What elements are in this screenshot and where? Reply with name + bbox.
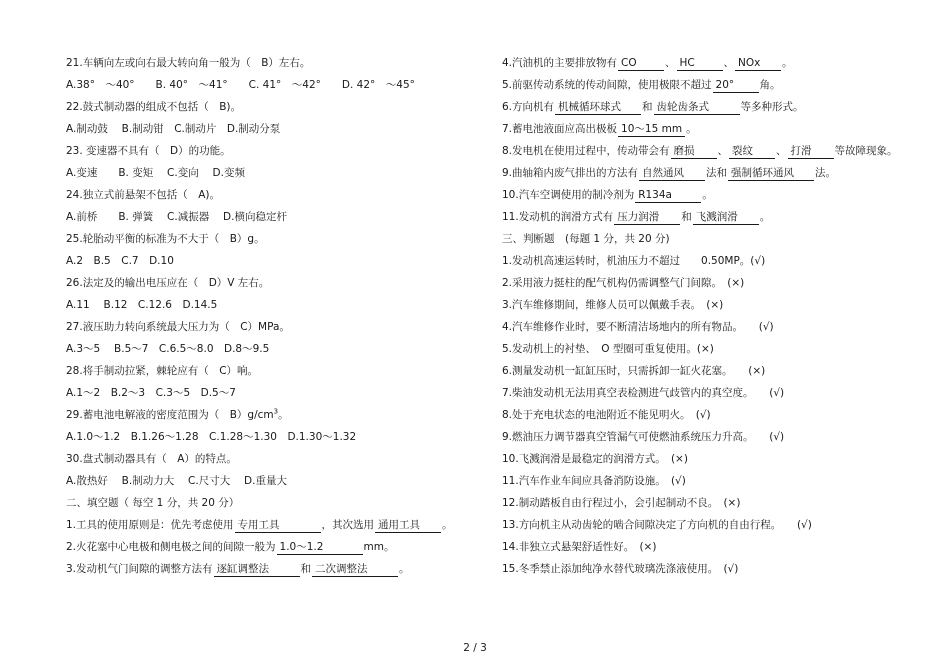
fill-8-answer-3: 打滑: [788, 144, 834, 159]
fill-1-mid: ，其次选用: [321, 519, 375, 531]
fill-2-end: mm。: [363, 541, 395, 553]
fill-question-8: [502, 140, 922, 162]
fill-4-answer-3: NOx: [735, 56, 781, 71]
question-22-options: A.制动鼓 B.制动钳 C.制动片 D.制动分泵: [66, 123, 281, 135]
fill-3-mid: 和: [300, 563, 312, 575]
judgment-10: 10.飞溅润滑是最稳定的润滑方式。 (×): [502, 453, 688, 465]
question-29-unit-exponent: 3: [273, 407, 279, 416]
question-29-options: A.1.0～1.2 B.1.26～1.28 C.1.28～1.30 D.1.30～1.32: [66, 431, 357, 443]
judgment-14: 14.非独立式悬架舒适性好。 (×): [502, 541, 657, 553]
judgment-7: 7.柴油发动机无法用真空表检测进气歧管内的真空度。 (√): [502, 387, 785, 399]
question-27-stem: 27.液压助力转向系统最大压力为（ C）MPa。: [66, 321, 290, 333]
question-30-options: A.散热好 B.制动力大 C.尺寸大 D.重量大: [66, 475, 287, 487]
fill-7-text: 7.蓄电池液面应高出极板: [502, 123, 618, 135]
fill-5-answer-1: 20°: [713, 78, 759, 93]
fill-3-answer-2: 二次调整法: [312, 562, 398, 577]
fill-11-end: 。: [759, 211, 771, 223]
fill-9-answer-1: 自然通风: [639, 166, 705, 181]
fill-4-text: 4.汽油机的主要排放物有: [502, 57, 618, 69]
judgment-13: 13.方向机主从动齿轮的啮合间隙决定了方向机的自由行程。 (√): [502, 519, 812, 531]
fill-8-answer-1: 磨损: [671, 144, 717, 159]
fill-10-answer-1: R134a: [635, 188, 701, 203]
judgment-15: 15.冬季禁止添加纯净水替代玻璃洗涤液使用。 (√): [502, 563, 739, 575]
fill-3-end: 。: [399, 563, 410, 575]
fill-5-text: 5.前驱传动系统的传动间隙，使用极限不超过: [502, 79, 712, 91]
fill-6-end: 等多种形式。: [740, 101, 804, 113]
question-26-options: A.11 B.12 C.12.6 D.14.5: [66, 299, 218, 311]
judgment-3: 3.汽车维修期间，维修人员可以佩戴手表。 (×): [502, 299, 724, 311]
fill-1-end: 。: [442, 519, 453, 531]
question-23-stem: 23. 变速器不具有（ D）的功能。: [66, 145, 231, 157]
question-29-stem-text: 29.蓄电池电解液的密度范围为（ B）g/cm: [66, 409, 274, 421]
fill-11-answer-1: 压力润滑: [614, 210, 680, 225]
question-24-options: A.前桥 B. 弹簧 C.减振器 D.横向稳定杆: [66, 211, 287, 223]
judgment-8: 8.处于充电状态的电池附近不能见明火。 (√): [502, 409, 711, 421]
fill-8-sep-1: 、: [717, 145, 729, 157]
fill-11-text: 11.发动机的润滑方式有: [502, 211, 614, 223]
question-21-stem: 21.车辆向左或向右最大转向角一般为（ B）左右。: [66, 57, 311, 69]
fill-9-end: 法。: [815, 167, 837, 179]
section-3-title: 三、判断题 (每题 1 分，共 20 分): [502, 233, 670, 245]
judgment-6: 6.测量发动机一缸缸压时，只需拆卸一缸火花塞。 (×): [502, 365, 766, 377]
judgment-4: 4.汽车维修作业时，要不断清洁场地内的所有物品。 (√): [502, 321, 774, 333]
fill-11-mid: 和: [681, 211, 692, 223]
fill-question-11: [502, 206, 922, 228]
question-27-options: A.3～5 B.5～7 C.6.5～8.0 D.8～9.5: [66, 343, 270, 355]
fill-4-answer-2: HC: [677, 56, 723, 71]
fill-question-1: [66, 514, 486, 536]
fill-8-answer-2: 裂纹: [729, 144, 775, 159]
question-26-stem: 26.法定及的输出电压应在（ D）V 左右。: [66, 277, 270, 289]
judgment-1: 1.发动机高速运转时，机油压力不超过 0.50MP。(√): [502, 255, 766, 267]
fill-8-sep-2: 、: [776, 145, 787, 157]
fill-3-text: 3.发动机气门间隙的调整方法有: [66, 563, 213, 575]
question-21-options: A.38° ～40° B. 40° ～41° C. 41° ～42° D. 42° ～45°: [66, 79, 415, 91]
fill-2-text: 2.火花塞中心电极和侧电极之间的间隙一般为: [66, 541, 276, 553]
question-25-stem: 25.轮胎动平衡的标准为不大于（ B）g。: [66, 233, 265, 245]
fill-6-text: 6.方向机有: [502, 101, 555, 113]
fill-1-text: 1.工具的使用原则是：优先考虑使用: [66, 519, 234, 531]
fill-8-text: 8.发电机在使用过程中，传动带会有: [502, 145, 670, 157]
judgment-2: 2.采用液力挺柱的配气机构仍需调整气门间隙。 (×): [502, 277, 745, 289]
fill-question-7: [502, 118, 922, 140]
question-25-options: A.2 B.5 C.7 D.10: [66, 255, 174, 267]
judgment-9: 9.燃油压力调节器真空管漏气可使燃油系统压力升高。 (√): [502, 431, 785, 443]
judgment-12: 12.制动踏板自由行程过小，会引起制动不良。 (×): [502, 497, 741, 509]
fill-11-answer-2: 飞溅润滑: [693, 210, 759, 225]
question-30-stem: 30.盘式制动器具有（ A）的特点。: [66, 453, 237, 465]
fill-3-answer-1: 逐缸调整法: [214, 562, 300, 577]
right-column: [502, 52, 922, 580]
question-29-stem: [66, 404, 486, 426]
fill-7-answer-1: 10～15 mm: [618, 122, 685, 137]
fill-question-5: [502, 74, 922, 96]
fill-7-end: 。: [686, 123, 697, 135]
fill-4-sep-1: 、: [665, 57, 676, 69]
fill-question-3: [66, 558, 486, 580]
fill-2-answer-1: 1.0～1.2: [277, 540, 363, 555]
fill-9-mid: 法和: [706, 167, 728, 179]
fill-4-answer-1: CO: [618, 56, 664, 71]
judgment-11: 11.汽车作业车间应具备消防设施。 (√): [502, 475, 686, 487]
question-29-stem-end: 。: [278, 409, 289, 421]
fill-1-answer-2: 通用工具: [375, 518, 441, 533]
fill-6-mid: 和: [642, 101, 653, 113]
fill-10-text: 10.汽车空调使用的制冷剂为: [502, 189, 635, 201]
judgment-5: 5.发动机上的衬垫、 O 型圈可重复使用。(×): [502, 343, 714, 355]
section-2-title: 二、填空题（ 每空 1 分，共 20 分）: [66, 497, 240, 509]
fill-question-2: [66, 536, 486, 558]
fill-4-sep-2: 、: [723, 57, 735, 69]
fill-question-10: [502, 184, 922, 206]
left-column: [66, 52, 486, 580]
fill-6-answer-2: 齿轮齿条式: [654, 100, 740, 115]
fill-9-text: 9.曲轴箱内废气排出的方法有: [502, 167, 639, 179]
fill-6-answer-1: 机械循环球式: [555, 100, 641, 115]
fill-1-answer-1: 专用工具: [235, 518, 321, 533]
fill-question-4: [502, 52, 922, 74]
question-22-stem: 22.鼓式制动器的组成不包括（ B)。: [66, 101, 241, 113]
fill-8-end: 等故障现象。: [834, 145, 898, 157]
page-number: 2 / 3: [463, 642, 487, 654]
fill-4-end: 。: [782, 57, 793, 69]
fill-10-end: 。: [702, 189, 713, 201]
fill-9-answer-2: 强制循环通风: [728, 166, 814, 181]
question-28-stem: 28.将手制动拉紧，棘轮应有（ C）响。: [66, 365, 259, 377]
question-23-options: A.变速 B. 变矩 C.变向 D.变频: [66, 167, 245, 179]
question-28-options: A.1～2 B.2～3 C.3～5 D.5～7: [66, 387, 236, 399]
fill-5-end: 角。: [759, 79, 781, 91]
question-24-stem: 24.独立式前悬架不包括（ A)。: [66, 189, 220, 201]
fill-question-6: [502, 96, 922, 118]
fill-question-9: [502, 162, 922, 184]
